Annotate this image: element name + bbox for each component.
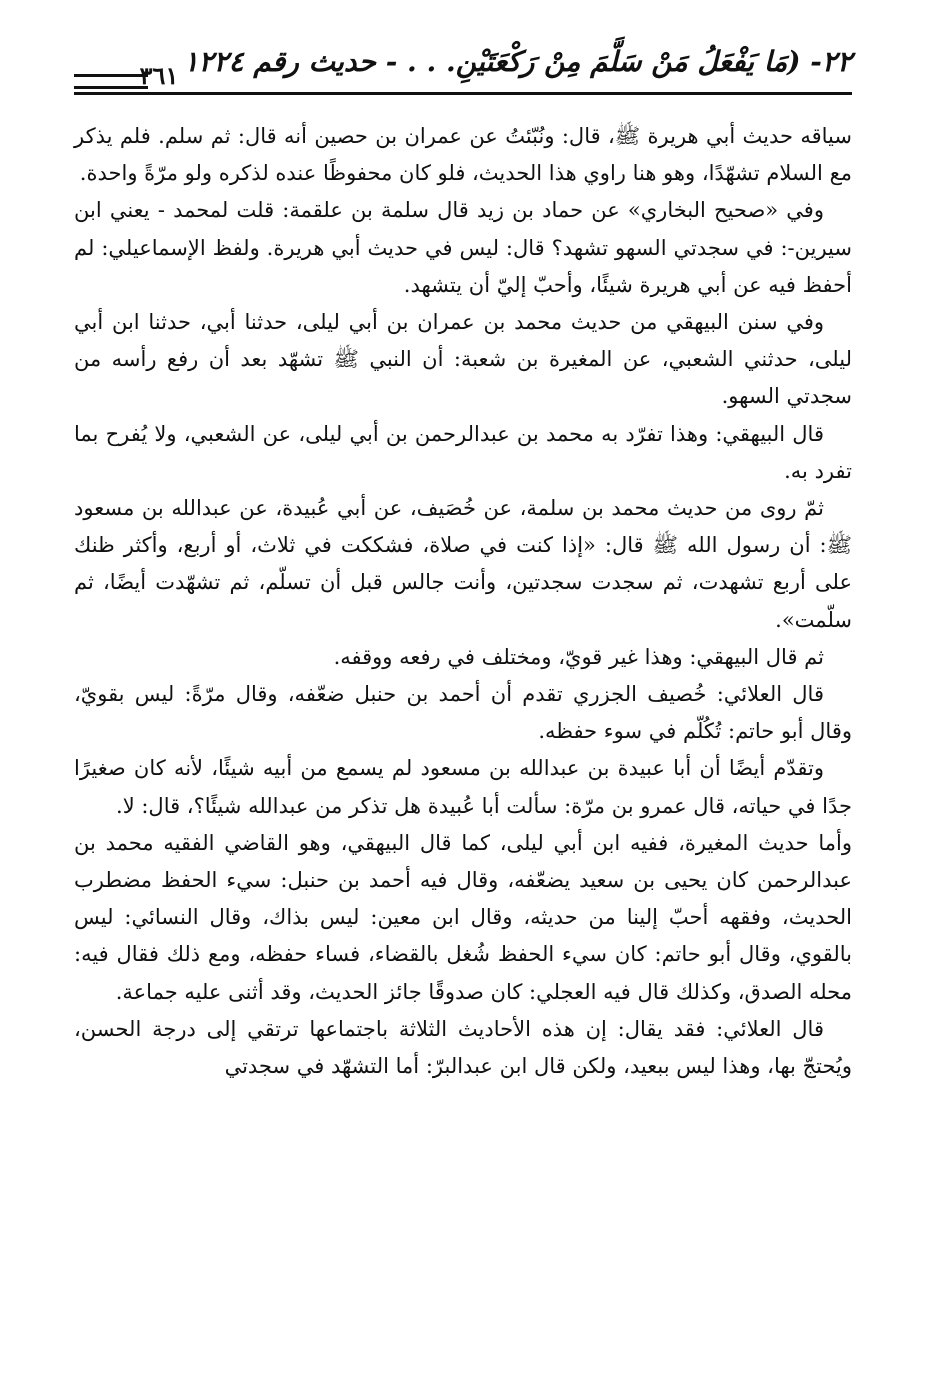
paragraph: قال البيهقي: وهذا تفرّد به محمد بن عبدالرحمن بن أبي ليلى، عن الشعبي، ولا يُفرح بما تفرد به. <box>74 421 852 483</box>
page-number: ٣٦١ <box>139 61 179 90</box>
paragraph: وأما حديث المغيرة، ففيه ابن أبي ليلى، كما قال البيهقي، وهو القاضي الفقيه محمد بن عبدالرحمن كان يحيى بن سعيد يضعّفه، وقال فيه أحمد بن حنبل: سيء الحفظ مضطرب الحديث، وفقهه أحبّ إلينا من حديثه، وقال ابن معين: ليس بذاك، وقال النسائي: ليس بالقوي، وقال أبو حاتم: كان سيء الحفظ شُغل بالقضاء، فساء حفظه، ومع ذلك فقال فيه: محله الصدق، وكذلك قال فيه العجلي: كان صدوقًا جائز الحديث، وقد أثنى عليه جماعة. <box>74 830 852 1004</box>
header-title: ٢٢- (مَا يَفْعَلُ مَنْ سَلَّمَ مِنْ رَكْعَتَيْنِ. . . - حديث رقم ١٢٢٤ <box>183 45 852 78</box>
paragraph: سياقه حديث أبي هريرة ﷺ، قال: ونُبّئتُ عن عمران بن حصين أنه قال: ثم سلم. فلم يذكر مع السلام تشهّدًا، وهو هنا راوي هذا الحديث، فلو كان محفوظًا عنده لذكره ولو مرّةً واحدة. <box>74 124 852 186</box>
paragraph: قال العلائي: فقد يقال: إن هذه الأحاديث الثلاثة باجتماعها ترتقي إلى درجة الحسن، ويُحتجّ بها، وهذا ليس ببعيد، ولكن قال ابن عبدالبرّ: أما التشهّد في سجدتي <box>74 1016 852 1079</box>
paragraph: ثمّ روى من حديث محمد بن سلمة، عن خُصَيف، عن أبي عُبيدة، عن عبدالله بن مسعود ﷺ: أن رسول الله ﷺ قال: «إذا كنت في صلاة، فشككت في ثلاث، أو أربع، وأكثر ظنك على أربع تشهدت، ثم سجدت سجدتين، وأنت جالس قبل أن تسلّم، ثم تشهّدت أيضًا، ثم سلّمت». <box>74 496 852 632</box>
body-text <box>74 118 852 1085</box>
paragraph: وتقدّم أيضًا أن أبا عبيدة بن عبدالله بن مسعود لم يسمع من أبيه شيئًا، لأنه كان صغيرًا جدًا في حياته، قال عمرو بن مرّة: سألت أبا عُبيدة هل تذكر من عبدالله شيئًا؟، قال: لا. <box>74 756 852 818</box>
running-header <box>74 42 852 96</box>
paragraph: وفي «صحيح البخاري» عن حماد بن زيد قال سلمة بن علقمة: قلت لمحمد - يعني ابن سيرين-: في سجدتي السهو تشهد؟ قال: ليس في حديث أبي هريرة. ولفظ الإسماعيلي: لم أحفظ فيه عن أبي هريرة شيئًا، وأحبّ إليّ أن يتشهد. <box>74 198 852 297</box>
paragraph: قال العلائي: خُصيف الجزري تقدم أن أحمد بن حنبل ضعّفه، وقال مرّةً: ليس بقويّ، وقال أبو حاتم: تُكُلّم في سوء حفظه. <box>74 682 852 744</box>
page-number-rule-top <box>74 74 148 77</box>
header-rule <box>74 92 852 95</box>
paragraph: ثم قال البيهقي: وهذا غير قويّ، ومختلف في رفعه ووقفه. <box>333 644 824 669</box>
page-number-rule-bottom <box>74 86 148 89</box>
paragraph: وفي سنن البيهقي من حديث محمد بن عمران بن أبي ليلى، حدثنا أبي، حدثنا ابن أبي ليلى، حدثني الشعبي، عن المغيرة بن شعبة: أن النبي ﷺ تشهّد بعد أن رفع رأسه من سجدتي السهو. <box>74 310 852 409</box>
